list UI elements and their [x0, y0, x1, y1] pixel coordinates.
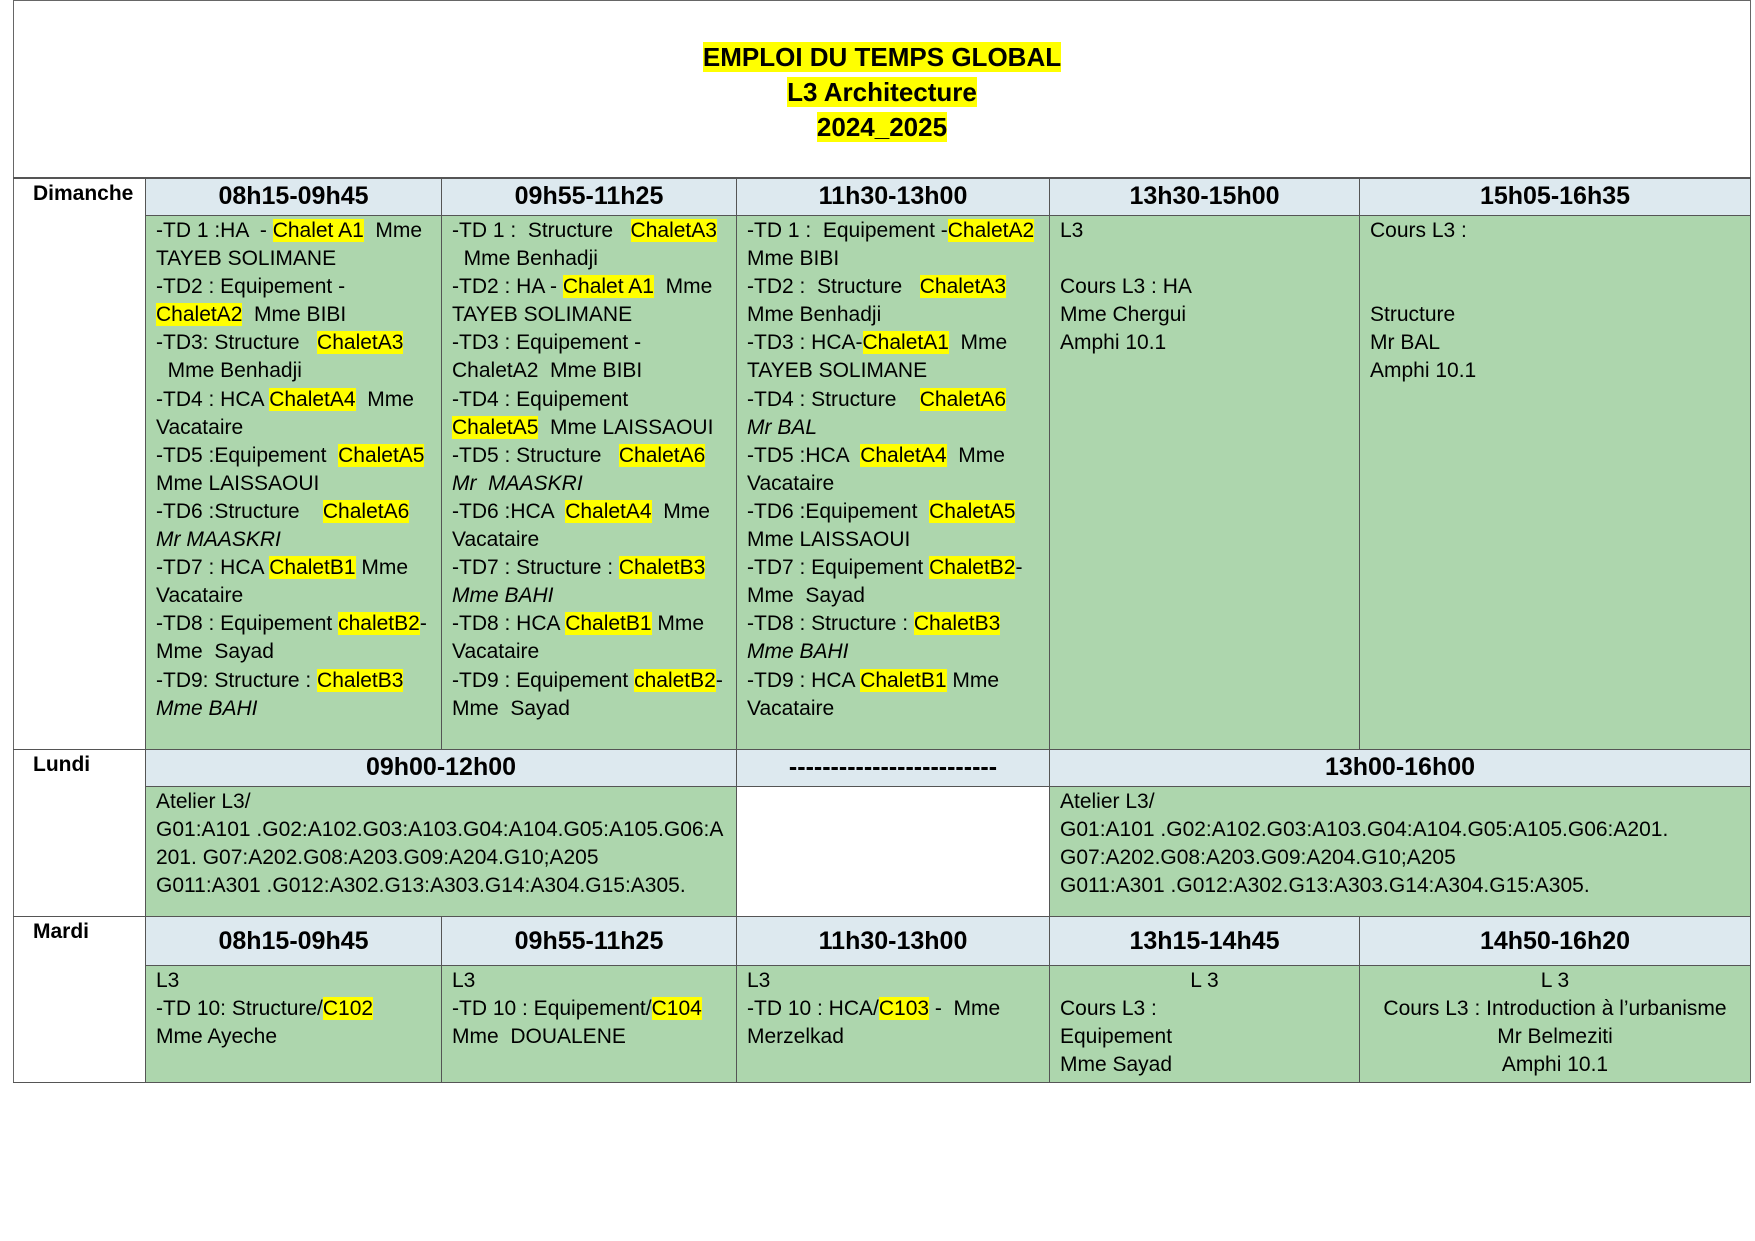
session-cell [1359, 965, 1751, 1083]
cell-text: -TD3: Structure [156, 331, 318, 355]
cell-text: Vacataire [452, 528, 540, 552]
cell-text: Atelier L3/ [156, 790, 251, 813]
cell-text: Amphi 10.1 [1060, 331, 1167, 355]
day-label-lundi: Lundi [33, 753, 91, 776]
cell-text: Mr MAASKRI [156, 528, 281, 552]
room-highlight: ChaletA3 [317, 331, 404, 355]
cell-line [156, 967, 431, 995]
slot-header: 13h00-16h00 [1049, 749, 1751, 787]
room-highlight: ChaletB1 [565, 612, 652, 636]
room-highlight: ChaletB3 [913, 612, 1001, 636]
slot-header: 13h15-14h45 [1049, 916, 1360, 966]
cell-line [156, 582, 431, 610]
cell-text: TAYEB SOLIMANE [452, 303, 633, 327]
cell-line [1060, 872, 1740, 900]
cell-text: Mme Sayad [452, 696, 570, 720]
room-highlight: ChaletA6 [919, 387, 1007, 411]
cell-line [156, 1023, 431, 1051]
cell-text: Mme Sayad [156, 640, 274, 664]
cell-line [452, 273, 726, 301]
cell-text: L3 [1060, 219, 1084, 242]
cell-line [452, 638, 726, 666]
cell-text: TAYEB SOLIMANE [156, 247, 337, 271]
cell-text: Mme [946, 443, 1005, 467]
cell-text: L3 [452, 969, 476, 992]
cell-text: Mme [355, 556, 409, 580]
cell-text: -TD 1 :HA - [156, 219, 273, 242]
cell-line [1370, 301, 1740, 329]
cell-line [156, 273, 431, 301]
slot-header: 14h50-16h20 [1359, 916, 1751, 966]
cell-line [1370, 245, 1740, 273]
session-cell [1049, 215, 1360, 750]
atelier-cell [1049, 786, 1751, 917]
cell-text: -TD5 :Equipement [156, 443, 339, 467]
session-cell [145, 965, 442, 1083]
cell-text: Mr BAL [747, 415, 818, 439]
cell-text: -TD6 :Structure [156, 499, 323, 523]
title-program: L3 Architecture [787, 77, 977, 107]
day-label-dimanche: Dimanche [33, 182, 134, 205]
slot-header: 09h55-11h25 [441, 916, 737, 966]
cell-line [747, 357, 1039, 385]
cell-line [452, 414, 726, 442]
cell-line [1370, 1023, 1740, 1051]
cell-text: -TD2 : Equipement - [156, 275, 346, 299]
room-highlight: ChaletA4 [565, 499, 652, 523]
cell-text: G011:A301 .G012:A302.G13:A303.G14:A304.G15:A305. [1060, 874, 1590, 898]
cell-line [747, 217, 1039, 245]
slot-header: 08h15-09h45 [145, 916, 442, 966]
cell-text: Mme BAHI [156, 696, 258, 720]
cell-line [747, 967, 1039, 995]
cell-text: Cours L3 : HA [1060, 275, 1192, 299]
room-highlight: ChaletA5 [452, 415, 539, 439]
cell-text: - [1015, 556, 1023, 580]
cell-text: -TD5 : Structure [452, 443, 619, 467]
cell-line [747, 554, 1039, 582]
room-highlight: chaletB2 [634, 668, 716, 692]
cell-text: -TD6 :Equipement [747, 499, 930, 523]
cell-line [747, 638, 1039, 666]
cell-line [452, 470, 726, 498]
cell-line [156, 667, 431, 695]
session-cell [736, 965, 1050, 1083]
slot-header: 11h30-13h00 [736, 178, 1050, 216]
cell-line [1060, 844, 1740, 872]
cell-text: -TD7 : Equipement [747, 556, 930, 580]
cell-text: L 3 [1190, 969, 1219, 992]
day-cell-dimanche [13, 178, 146, 749]
cell-line [747, 667, 1039, 695]
cell-line [1370, 967, 1740, 995]
cell-text: -TD7 : HCA [156, 556, 270, 580]
cell-line [452, 526, 726, 554]
cell-line [747, 301, 1039, 329]
cell-text: Vacataire [747, 471, 835, 495]
cell-text: Structure [1370, 303, 1456, 327]
title-main: EMPLOI DU TEMPS GLOBAL [702, 42, 1062, 72]
cell-text: -TD7 : Structure : [452, 556, 619, 580]
cell-text: G07:A202.G08:A203.G09:A204.G10;A205 [1060, 846, 1456, 870]
cell-text: -TD8 : Structure : [747, 612, 914, 636]
cell-text: Mme BAHI [452, 584, 554, 608]
room-highlight: C102 [322, 997, 374, 1021]
atelier-cell [145, 786, 737, 917]
cell-text: Equipement [1060, 1025, 1173, 1049]
cell-line [156, 386, 431, 414]
cell-text: - [715, 668, 723, 692]
title-block [13, 0, 1751, 178]
room-highlight: ChaletA1 [862, 331, 949, 355]
cell-text: Mme BAHI [747, 640, 849, 664]
cell-line [156, 329, 431, 357]
cell-text: Mme [651, 612, 705, 636]
cell-text: Mr Belmeziti [1497, 1025, 1613, 1049]
cell-line [452, 245, 726, 273]
room-highlight: ChaletB2 [929, 556, 1016, 580]
cell-line [156, 816, 726, 844]
cell-line [1060, 273, 1349, 301]
cell-text: Mme [948, 331, 1008, 355]
day-label-mardi: Mardi [33, 920, 90, 943]
cell-text: -TD 10 : Equipement/ [452, 997, 652, 1021]
cell-line [156, 442, 431, 470]
cell-text: -TD9 : Equipement [452, 668, 635, 692]
room-highlight: ChaletA3 [630, 219, 717, 242]
day-cell-mardi [13, 916, 146, 1083]
cell-line [452, 498, 726, 526]
cell-line [747, 498, 1039, 526]
cell-line [156, 498, 431, 526]
cell-line [156, 414, 431, 442]
cell-line [747, 610, 1039, 638]
cell-line [1370, 329, 1740, 357]
cell-text: ChaletA2 Mme BIBI [452, 359, 643, 383]
cell-text: Atelier L3/ [1060, 790, 1155, 813]
cell-text: -TD3 : Equipement - [452, 331, 642, 355]
cell-line [747, 442, 1039, 470]
cell-line [156, 695, 431, 723]
cell-text: Mme Benhadji [156, 359, 302, 383]
room-highlight: C104 [651, 997, 702, 1021]
cell-line [747, 329, 1039, 357]
slot-header: 09h00-12h00 [145, 749, 737, 787]
room-highlight: Chalet A1 [272, 219, 364, 242]
cell-text: Mme Benhadji [747, 303, 882, 327]
cell-text: G01:A101 .G02:A102.G03:A103.G04:A104.G05:A105.G06:A201. [1060, 818, 1669, 842]
room-highlight: ChaletA4 [860, 443, 947, 467]
cell-line [452, 967, 726, 995]
cell-line [156, 301, 431, 329]
cell-text: Mme [363, 219, 423, 242]
cell-line [1370, 1051, 1740, 1079]
cell-line [1370, 217, 1740, 245]
cell-text: L 3 [1540, 969, 1570, 992]
cell-text: -TD4 : Structure [747, 387, 920, 411]
slot-header: 11h30-13h00 [736, 916, 1050, 966]
cell-text: Mme BIBI [242, 303, 347, 327]
cell-text: Mme Sayad [1060, 1053, 1173, 1077]
cell-line [452, 995, 726, 1023]
room-highlight: ChaletA5 [338, 443, 425, 467]
room-highlight: ChaletA2 [156, 303, 243, 327]
cell-line [747, 1023, 1039, 1051]
cell-line [747, 582, 1039, 610]
cell-text [1370, 275, 1376, 298]
cell-text: -TD9: Structure : [156, 668, 318, 692]
cell-line [1370, 995, 1740, 1023]
room-highlight: ChaletB1 [269, 556, 356, 580]
session-cell [441, 965, 737, 1083]
table-bottom-border [13, 1082, 1751, 1083]
cell-text: Mme [355, 387, 414, 411]
cell-line [452, 442, 726, 470]
cell-text: Merzelkad [747, 1025, 844, 1049]
room-highlight: ChaletB1 [860, 668, 947, 692]
room-highlight: ChaletB3 [317, 668, 404, 692]
cell-line [1060, 1051, 1349, 1079]
cell-text: Amphi 10.1 [1501, 1053, 1609, 1077]
session-cell [145, 215, 442, 750]
cell-text: -TD6 :HCA [452, 499, 566, 523]
cell-text: -TD5 :HCA [747, 443, 861, 467]
cell-line [156, 470, 431, 498]
session-cell [441, 215, 737, 750]
cell-line [452, 582, 726, 610]
cell-text: Mme DOUALENE [452, 1025, 626, 1049]
room-highlight: ChaletA6 [618, 443, 706, 467]
cell-line [1060, 1023, 1349, 1051]
slot-header: 08h15-09h45 [145, 178, 442, 216]
cell-line [452, 357, 726, 385]
cell-text [1370, 247, 1376, 270]
cell-text: Mme [651, 499, 710, 523]
cell-text: Mme LAISSAOUI [747, 528, 911, 552]
cell-text: -TD8 : Equipement [156, 612, 339, 636]
cell-line [747, 273, 1039, 301]
cell-text: -TD2 : HA - [452, 275, 563, 299]
cell-text: Mme Ayeche [156, 1025, 278, 1049]
cell-text: Mme [946, 668, 1000, 692]
cell-line [747, 245, 1039, 273]
cell-line [747, 695, 1039, 723]
slot-header-break: ------------------------- [736, 749, 1050, 787]
cell-text: Mme Chergui [1060, 303, 1187, 327]
cell-line [1060, 995, 1349, 1023]
cell-text: Mme Sayad [747, 584, 865, 608]
cell-line [1370, 357, 1740, 385]
cell-line [747, 470, 1039, 498]
cell-line [1370, 273, 1740, 301]
slot-header: 15h05-16h35 [1359, 178, 1751, 216]
room-highlight: C103 [878, 997, 930, 1021]
cell-text: Mme [653, 275, 713, 299]
title-year: 2024_2025 [816, 112, 948, 142]
cell-text: Vacataire [156, 584, 244, 608]
day-cell-lundi [13, 749, 146, 916]
cell-text: Cours L3 : [1060, 997, 1157, 1021]
cell-line [156, 245, 431, 273]
room-highlight: ChaletA4 [269, 387, 356, 411]
cell-text: Mme BIBI [747, 247, 840, 271]
cell-text: L3 [156, 969, 180, 992]
cell-text: -TD4 : Equipement [452, 387, 629, 411]
cell-line [452, 386, 726, 414]
cell-line [452, 1023, 726, 1051]
cell-line [1060, 217, 1349, 245]
room-highlight: ChaletB3 [618, 556, 706, 580]
cell-line [452, 301, 726, 329]
cell-text: Vacataire [747, 696, 835, 720]
cell-line [156, 638, 431, 666]
slot-header: 13h30-15h00 [1049, 178, 1360, 216]
break-cell [736, 786, 1050, 917]
cell-line [156, 610, 431, 638]
cell-line [1060, 967, 1349, 995]
slot-header: 09h55-11h25 [441, 178, 737, 216]
cell-line [156, 357, 431, 385]
room-highlight: ChaletA5 [929, 499, 1016, 523]
session-cell [1359, 215, 1751, 750]
cell-text: Cours L3 : [1370, 219, 1467, 242]
cell-text: Mme LAISSAOUI [538, 415, 714, 439]
cell-line [452, 217, 726, 245]
cell-line [156, 526, 431, 554]
cell-text: Mme LAISSAOUI [156, 471, 320, 495]
room-highlight: ChaletA2 [947, 219, 1035, 242]
room-highlight: chaletB2 [338, 612, 420, 636]
cell-text: -TD 10 : HCA/ [747, 997, 879, 1021]
cell-line [452, 329, 726, 357]
cell-text: Mr BAL [1370, 331, 1441, 355]
cell-text [1060, 247, 1066, 270]
cell-text: L3 [747, 969, 771, 992]
cell-text: -TD4 : HCA [156, 387, 270, 411]
cell-line [1060, 329, 1349, 357]
cell-text: - [419, 612, 427, 636]
cell-line [156, 217, 431, 245]
cell-text: -TD8 : HCA [452, 612, 566, 636]
cell-text: Mme Benhadji [452, 247, 598, 271]
cell-text: Vacataire [156, 415, 244, 439]
cell-text: -TD 1 : Equipement - [747, 219, 948, 242]
room-highlight: ChaletA3 [919, 275, 1007, 299]
cell-text: 201. G07:A202.G08:A203.G09:A204.G10;A205 [156, 846, 599, 870]
cell-line [452, 610, 726, 638]
cell-line [452, 667, 726, 695]
cell-text: -TD3 : HCA- [747, 331, 863, 355]
cell-text: Mr MAASKRI [452, 471, 583, 495]
cell-line [747, 995, 1039, 1023]
cell-text: -TD2 : Structure [747, 275, 920, 299]
cell-line [1060, 301, 1349, 329]
cell-line [156, 995, 431, 1023]
cell-text: - Mme [929, 997, 1001, 1021]
cell-line [156, 872, 726, 900]
cell-text: Cours L3 : Introduction à l’urbanisme [1383, 997, 1727, 1021]
cell-line [156, 554, 431, 582]
session-cell [736, 215, 1050, 750]
cell-text: TAYEB SOLIMANE [747, 359, 928, 383]
cell-text: Amphi 10.1 [1370, 359, 1477, 383]
cell-line [452, 695, 726, 723]
cell-text: -TD 1 : Structure [452, 219, 631, 242]
cell-line [156, 788, 726, 816]
cell-line [1060, 816, 1740, 844]
cell-text: G01:A101 .G02:A102.G03:A103.G04:A104.G05:A105.G06:A [156, 818, 724, 842]
cell-line [452, 554, 726, 582]
cell-line [1060, 788, 1740, 816]
room-highlight: Chalet A1 [562, 275, 654, 299]
cell-line [156, 844, 726, 872]
cell-line [747, 386, 1039, 414]
cell-line [747, 526, 1039, 554]
cell-line [747, 414, 1039, 442]
cell-text: -TD 10: Structure/ [156, 997, 323, 1021]
cell-line [1060, 245, 1349, 273]
cell-text: G011:A301 .G012:A302.G13:A303.G14:A304.G15:A305. [156, 874, 686, 898]
session-cell [1049, 965, 1360, 1083]
room-highlight: ChaletA6 [322, 499, 410, 523]
cell-text: Vacataire [452, 640, 540, 664]
cell-text: -TD9 : HCA [747, 668, 861, 692]
